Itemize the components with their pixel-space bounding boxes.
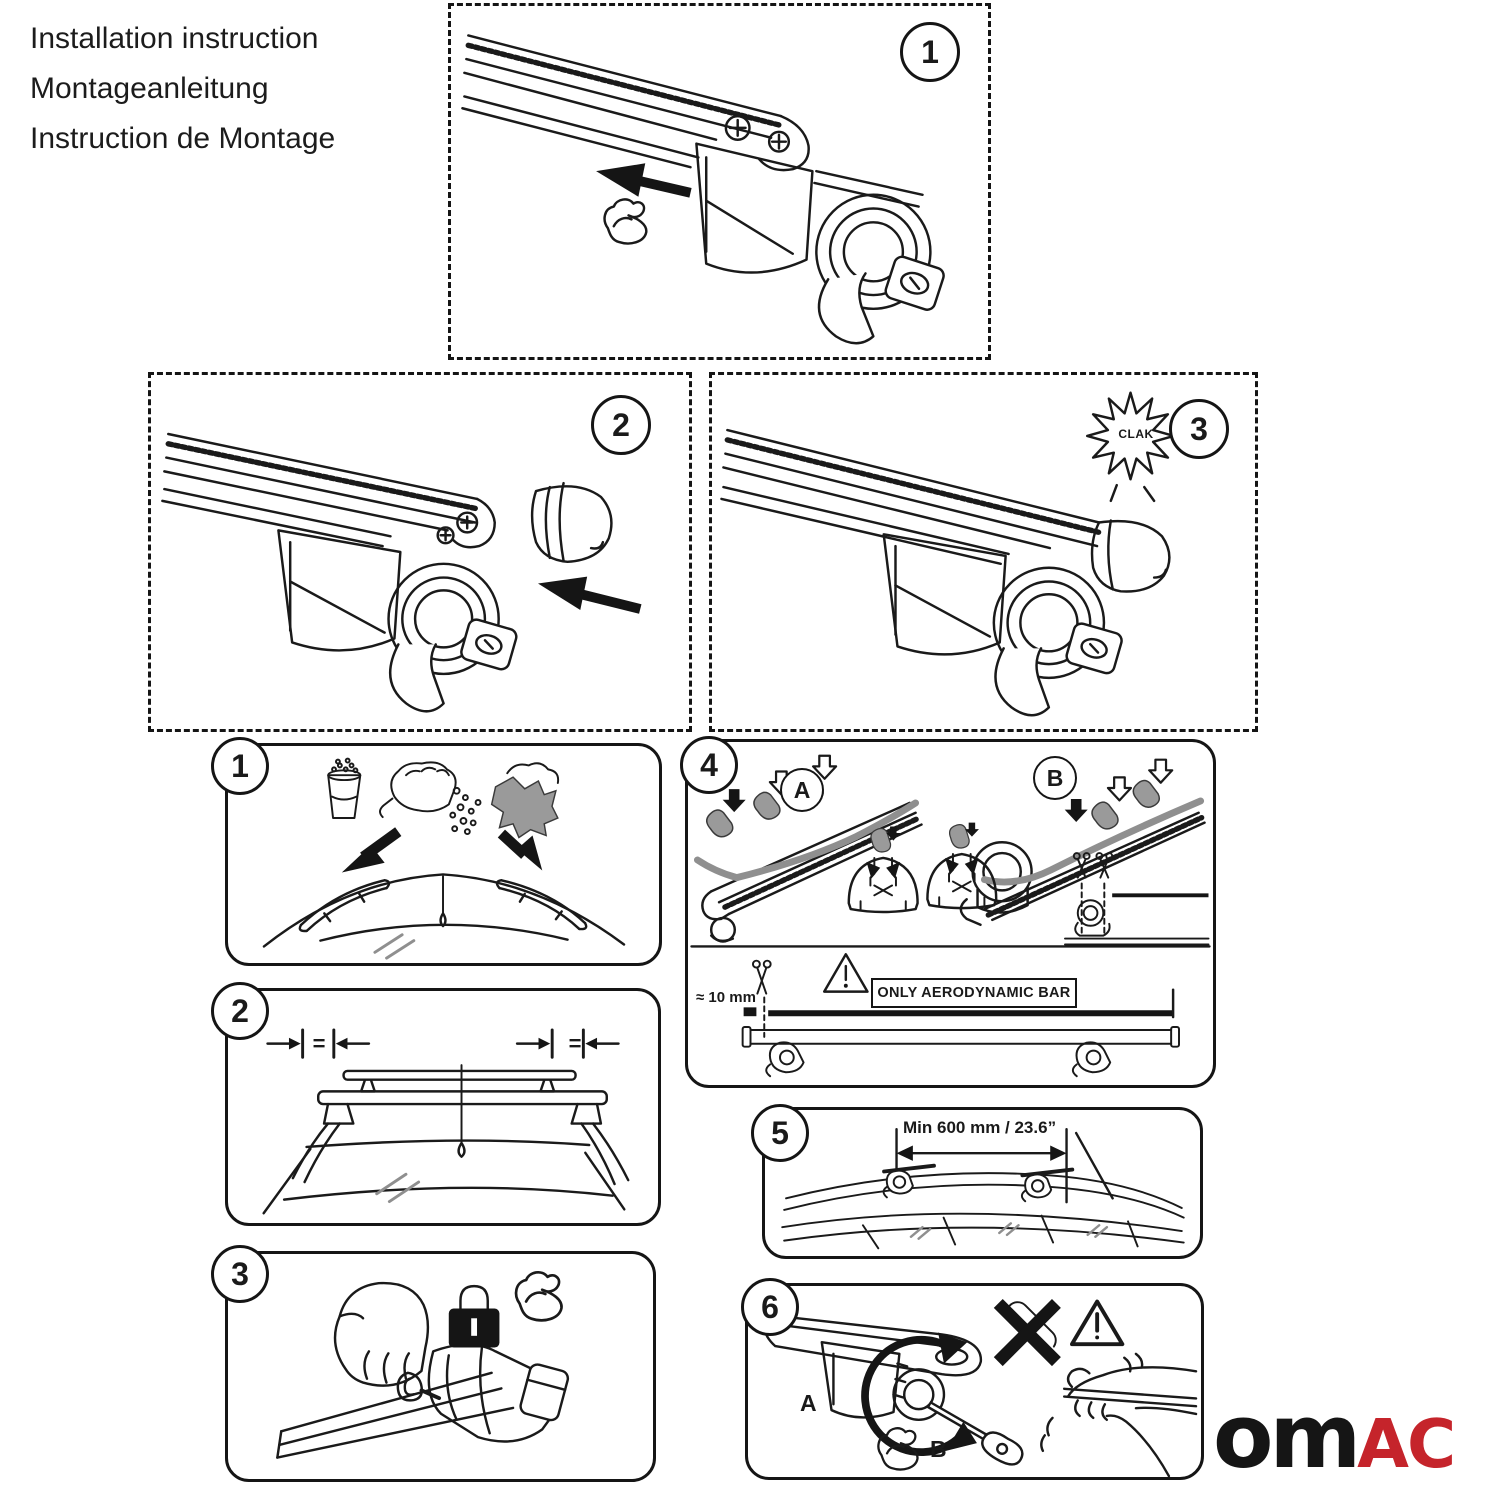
- title-german: Montageanleitung: [30, 72, 269, 105]
- crossbar-drawing: [162, 434, 494, 547]
- step-number-badge: 1: [900, 22, 960, 82]
- panel-step2-equal-spacing: [225, 988, 661, 1226]
- muscle-arm-icon: [516, 1272, 561, 1320]
- step-number-badge: 5: [751, 1104, 809, 1162]
- hand-tighten-illustration: [228, 1254, 653, 1479]
- equal-spacing-illustration: [228, 991, 658, 1223]
- padlock-icon: [449, 1286, 500, 1347]
- panel-step3-cap-click: [709, 372, 1258, 732]
- bar-with-feet-drawing: [743, 1027, 1179, 1076]
- aero-bar-warning-label: ONLY AERODYNAMIC BAR: [871, 978, 1077, 1008]
- panel-step1-clean-rails: [225, 743, 662, 966]
- wiping-cloth-icon: [492, 763, 558, 837]
- step-number-badge: 2: [211, 982, 269, 1040]
- rubber-strip-illustration: [688, 742, 1213, 1085]
- step-number-badge: 3: [211, 1245, 269, 1303]
- aerodynamic-bar-cut-diagram: [743, 954, 1179, 1076]
- end-cap-drawing: [532, 483, 611, 562]
- foot-plate-drawing: [278, 530, 400, 650]
- click-sound-label: CLAK: [1118, 427, 1154, 441]
- soap-cup-icon: [328, 759, 360, 818]
- crossbar-drawing: [462, 35, 922, 206]
- min-distance-label: Min 600 mm / 23.6”: [903, 1118, 1057, 1137]
- panel-step1-slide-cover: [448, 3, 991, 360]
- brand-logo: [1213, 1385, 1455, 1488]
- mounted-crossbar-drawing: [264, 1065, 629, 1213]
- step-number-badge: 6: [741, 1278, 799, 1336]
- step-number-badge: 2: [591, 395, 651, 455]
- apply-arrow-right: [501, 834, 542, 871]
- foot-plate-drawing: [696, 144, 812, 273]
- header-titles: [30, 14, 335, 164]
- step-number-badge: 3: [1169, 399, 1229, 459]
- panel-step3-hand-tighten: [225, 1251, 656, 1482]
- option-b-label: B: [930, 1436, 947, 1462]
- panel-step2-insert-cap: [148, 372, 692, 732]
- title-english: Installation instruction: [30, 22, 319, 55]
- cut-length-note: ≈ 10 mm: [696, 989, 756, 1006]
- car-roof-drawing: [264, 874, 624, 946]
- final-check-illustration: [748, 1286, 1201, 1477]
- panel-step5-min-distance: [762, 1107, 1203, 1259]
- equals-label-left: =: [312, 1031, 326, 1056]
- front-foot-drawing: [884, 1166, 934, 1198]
- rail-clamp-drawing: [816, 195, 945, 343]
- warning-triangle-icon: [1072, 1302, 1122, 1345]
- logo-text-red: AC: [1357, 1405, 1455, 1483]
- title-french: Instruction de Montage: [30, 122, 336, 155]
- foot-plate-drawing: [884, 534, 1124, 715]
- panel-step6-final-check: [745, 1283, 1204, 1480]
- no-wrench-symbol: [998, 1299, 1056, 1362]
- clean-rails-illustration: [228, 746, 659, 963]
- car-side-roof-drawing: [782, 1173, 1183, 1248]
- panel-step4-rubber-strip: [685, 739, 1216, 1088]
- slide-direction-arrow: [596, 163, 690, 196]
- click-starburst-icon: [1087, 393, 1174, 501]
- option-b-drawing: [961, 760, 1205, 925]
- insert-direction-arrow: [538, 577, 640, 610]
- step-number-badge: 4: [680, 736, 738, 794]
- rear-foot-drawing: [1022, 1170, 1072, 1202]
- option-a-badge: A: [780, 768, 824, 812]
- cross-x-icon: [998, 1303, 1056, 1361]
- logo-text-black: om: [1213, 1385, 1358, 1488]
- option-a-label: A: [800, 1390, 817, 1416]
- step-number-badge: 1: [211, 737, 269, 795]
- warning-triangle-icon: [824, 954, 867, 991]
- option-b-badge: B: [1033, 756, 1077, 800]
- rail-clamp-drawing: [389, 564, 519, 712]
- equals-label-right: =: [568, 1031, 582, 1056]
- apply-arrow-left: [342, 832, 398, 873]
- muscle-arm-icon: [605, 199, 647, 243]
- shake-test-hands-drawing: [1041, 1354, 1196, 1476]
- glass-reflection-marks: [375, 935, 414, 958]
- washing-hand-icon: [380, 762, 480, 834]
- cut-strip-detail: [1065, 853, 1208, 944]
- glass-reflection-marks: [377, 1174, 419, 1201]
- gripping-hand-drawing: [335, 1283, 428, 1386]
